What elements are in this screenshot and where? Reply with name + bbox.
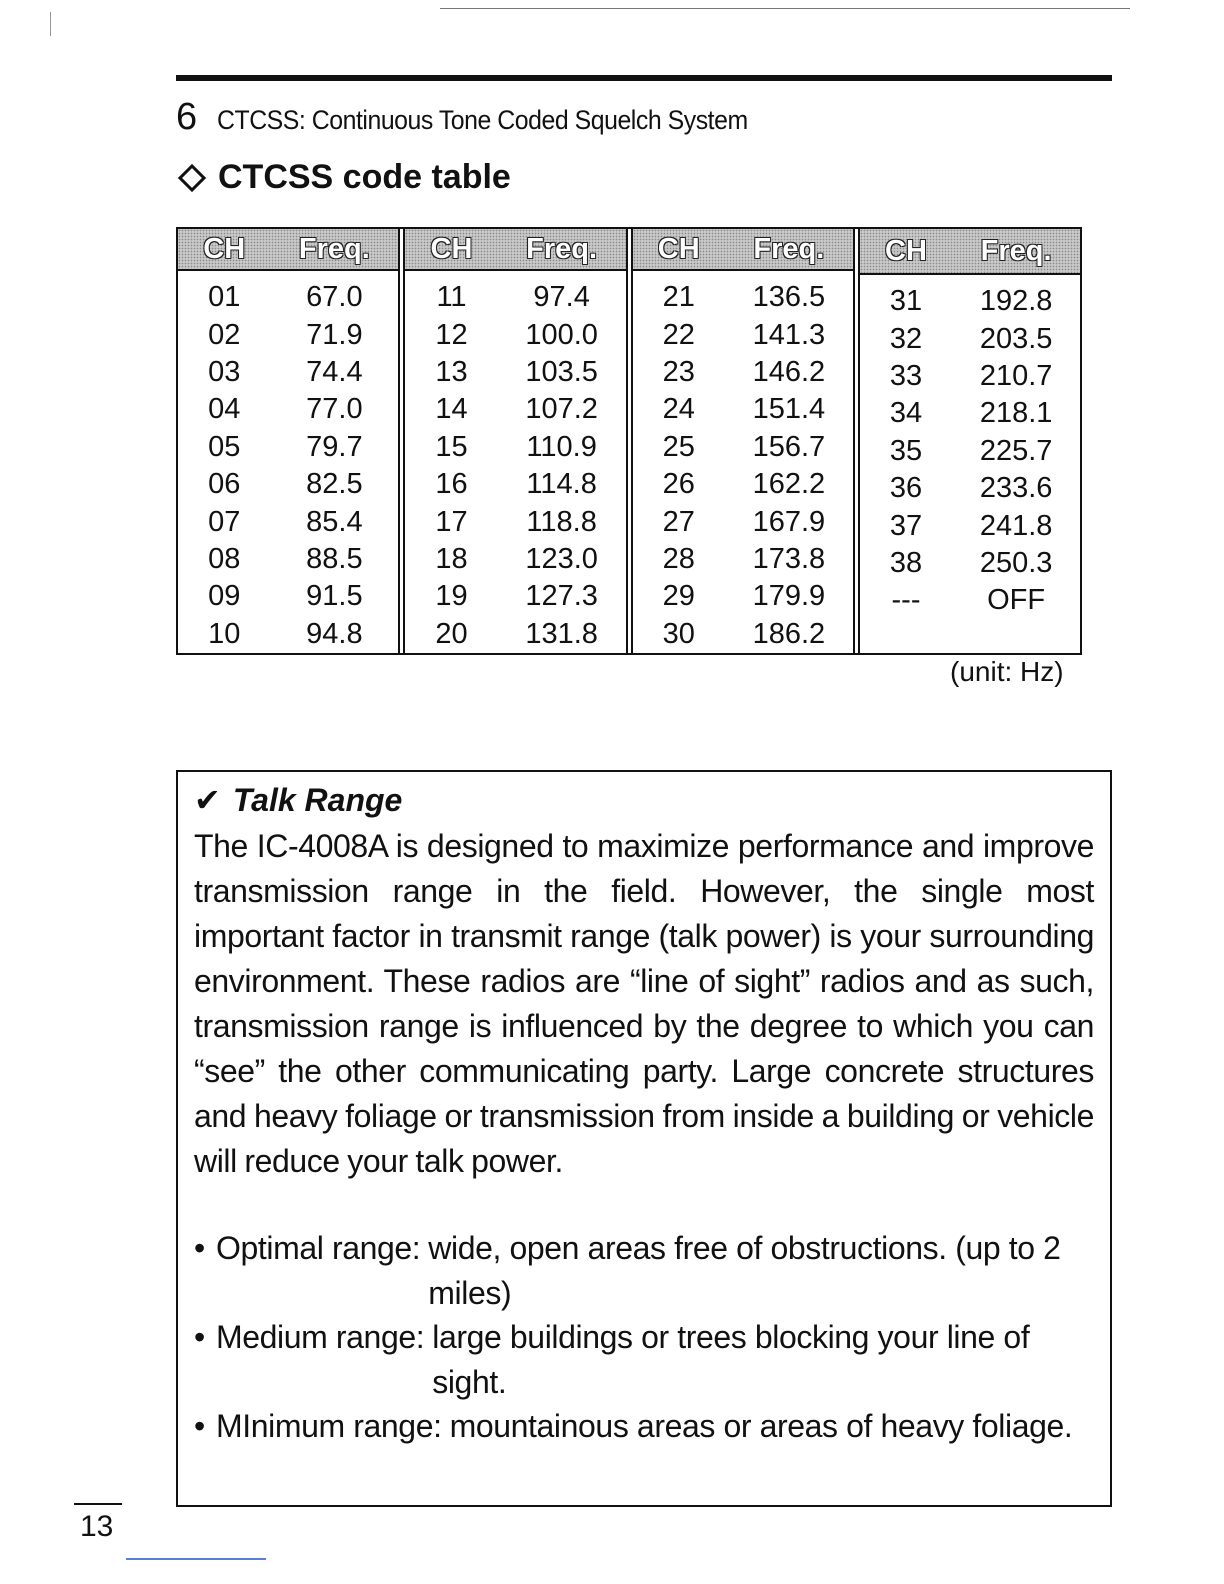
channel-cell: --- — [891, 584, 921, 617]
table-row — [633, 391, 853, 428]
channel-cell: 05 — [208, 430, 241, 463]
frequency-cell: 167.9 — [752, 505, 826, 538]
top-thin-rule — [440, 8, 1130, 9]
table-row — [178, 466, 398, 503]
table-header-row — [860, 229, 1080, 275]
table-row — [860, 283, 1080, 320]
frequency-cell: 107.2 — [525, 393, 598, 426]
page-number-rule — [74, 1503, 122, 1505]
frequency-cell: 103.5 — [525, 356, 598, 389]
channel-cell: 36 — [889, 472, 923, 505]
section-number: 6 — [176, 96, 198, 138]
frequency-cell: 233.6 — [979, 472, 1053, 505]
section-header — [176, 98, 794, 136]
table-row — [633, 541, 853, 578]
frequency-cell: 192.8 — [979, 285, 1053, 318]
section-rule — [176, 75, 1112, 81]
bottom-mark — [126, 1558, 266, 1560]
table-row — [405, 578, 625, 615]
range-description: mountainous areas or areas of heavy foliage. — [449, 1408, 1073, 1444]
header-freq: Freq. — [980, 234, 1052, 267]
header-ch: CH — [885, 234, 927, 267]
table-column-group — [398, 229, 625, 653]
channel-cell: 28 — [662, 543, 695, 576]
channel-cell: 38 — [889, 546, 923, 579]
channel-cell: 11 — [436, 281, 467, 314]
table-column-group — [178, 229, 398, 653]
table-row — [178, 354, 398, 391]
table-row — [633, 354, 853, 391]
channel-cell: 08 — [208, 543, 241, 576]
channel-cell: 06 — [208, 468, 241, 501]
header-ch: CH — [430, 232, 473, 265]
table-row — [860, 470, 1080, 507]
channel-cell: 27 — [662, 505, 695, 538]
channel-cell: 24 — [662, 393, 695, 426]
channel-cell: 12 — [435, 318, 468, 351]
channel-cell: 35 — [889, 434, 923, 467]
header-freq: Freq. — [753, 232, 825, 265]
table-heading — [176, 158, 511, 197]
channel-cell: 10 — [208, 617, 241, 650]
frequency-cell: 225.7 — [979, 434, 1053, 467]
channel-cell: 01 — [208, 281, 241, 314]
frequency-cell: 250.3 — [979, 546, 1053, 579]
frequency-cell: 173.8 — [752, 543, 826, 576]
frequency-cell: 85.4 — [306, 505, 363, 538]
range-description: wide, open areas free of obstructions. (up to 2 miles) — [428, 1230, 1061, 1311]
talk-range-box — [176, 770, 1112, 1507]
table-row — [633, 503, 853, 540]
frequency-cell: 179.9 — [752, 580, 826, 613]
channel-cell: 20 — [435, 617, 468, 650]
frequency-cell: 77.0 — [306, 393, 363, 426]
talk-range-title-text: Talk Range — [232, 781, 403, 818]
frequency-cell: 114.8 — [526, 468, 597, 501]
range-list — [194, 1226, 1094, 1449]
table-row — [405, 503, 625, 540]
table-row — [178, 541, 398, 578]
range-label: Optimal range: — [216, 1230, 421, 1266]
frequency-cell: 100.0 — [525, 318, 598, 351]
channel-cell: 33 — [889, 359, 923, 392]
range-description: large buildings or trees blocking your line of sight. — [432, 1319, 1030, 1400]
table-header-row — [405, 229, 625, 271]
frequency-cell: 141.3 — [752, 318, 826, 351]
margin-tick — [50, 12, 51, 36]
table-row — [405, 466, 625, 503]
channel-cell: 21 — [662, 281, 695, 314]
channel-cell: 30 — [662, 617, 695, 650]
bullet-icon: • — [194, 1230, 205, 1266]
table-column-group — [626, 229, 853, 653]
table-row — [633, 466, 853, 503]
frequency-cell: 82.5 — [306, 468, 363, 501]
section-title: CTCSS: Continuous Tone Coded Squelch System — [217, 105, 748, 135]
table-row — [405, 354, 625, 391]
talk-range-body: The IC-4008A is designed to maximize performance and improve transmission range in the field. However, the single most important factor in transmit range (talk power) is your surrounding environment. These radios are “line of sight” radios and as such, transmission range is influenced by the degree to which you can “see” the other communicating party. Large concrete structures and heavy foliage or transmission from inside a building or vehicle will reduce your talk power. — [194, 828, 1094, 1179]
table-row — [860, 582, 1080, 619]
unit-note: (unit: Hz) — [950, 656, 1064, 687]
range-item — [194, 1404, 1094, 1449]
table-row — [860, 320, 1080, 357]
frequency-cell: 131.8 — [525, 617, 598, 650]
table-row — [633, 316, 853, 353]
page-number: 13 — [80, 1510, 114, 1543]
bullet-icon: • — [194, 1408, 205, 1444]
table-row — [178, 316, 398, 353]
channel-cell: 25 — [662, 430, 695, 463]
channel-cell: 32 — [889, 322, 923, 355]
frequency-cell: OFF — [987, 584, 1046, 617]
table-header-row — [178, 229, 398, 271]
frequency-cell: 79.7 — [306, 430, 363, 463]
table-row — [178, 578, 398, 615]
table-row — [178, 616, 398, 653]
table-row — [405, 316, 625, 353]
frequency-cell: 136.5 — [752, 281, 826, 314]
table-row — [633, 578, 853, 615]
channel-cell: 03 — [208, 356, 241, 389]
range-item — [194, 1226, 1094, 1315]
frequency-cell: 151.4 — [752, 393, 826, 426]
frequency-cell: 88.5 — [306, 543, 363, 576]
table-row — [860, 358, 1080, 395]
channel-cell: 18 — [435, 543, 468, 576]
header-freq: Freq. — [298, 232, 370, 265]
channel-cell: 37 — [889, 509, 923, 542]
frequency-cell: 162.2 — [752, 468, 826, 501]
bullet-icon: • — [194, 1319, 205, 1355]
channel-cell: 15 — [435, 430, 468, 463]
channel-cell: 29 — [662, 580, 695, 613]
frequency-cell: 210.7 — [979, 359, 1053, 392]
talk-range-title — [194, 778, 1094, 822]
channel-cell: 23 — [662, 356, 695, 389]
table-row — [860, 545, 1080, 582]
channel-cell: 09 — [208, 580, 241, 613]
channel-cell: 17 — [435, 505, 468, 538]
table-row — [633, 429, 853, 466]
table-row — [633, 616, 853, 653]
table-row — [178, 391, 398, 428]
table-row — [405, 279, 625, 316]
table-header-row — [633, 229, 853, 271]
frequency-cell: 74.4 — [306, 356, 363, 389]
channel-cell: 04 — [208, 393, 241, 426]
table-row — [633, 279, 853, 316]
frequency-cell: 123.0 — [525, 543, 598, 576]
frequency-cell: 110.9 — [526, 430, 597, 463]
frequency-cell: 156.7 — [752, 430, 826, 463]
table-row — [178, 503, 398, 540]
table-row — [178, 279, 398, 316]
channel-cell: 02 — [208, 318, 241, 351]
channel-cell: 31 — [889, 285, 923, 318]
frequency-cell: 241.8 — [979, 509, 1053, 542]
table-row — [860, 395, 1080, 432]
frequency-cell: 146.2 — [752, 356, 826, 389]
channel-cell: 16 — [435, 468, 468, 501]
channel-cell: 22 — [662, 318, 695, 351]
frequency-cell: 97.4 — [533, 281, 590, 314]
channel-cell: 14 — [435, 393, 468, 426]
table-column-group — [853, 229, 1080, 653]
table-row — [405, 429, 625, 466]
range-label: MInimum range: — [216, 1408, 442, 1444]
frequency-cell: 94.8 — [306, 617, 363, 650]
table-row — [405, 391, 625, 428]
frequency-cell: 67.0 — [306, 281, 363, 314]
frequency-cell: 186.2 — [752, 617, 826, 650]
table-row — [405, 616, 625, 653]
channel-cell: 34 — [889, 397, 923, 430]
channel-cell: 07 — [208, 505, 241, 538]
table-heading-text: CTCSS code table — [218, 158, 511, 196]
table-row — [860, 507, 1080, 544]
range-item — [194, 1315, 1094, 1404]
header-ch: CH — [657, 232, 700, 265]
table-row — [178, 429, 398, 466]
frequency-cell: 71.9 — [306, 318, 363, 351]
channel-cell: 13 — [435, 356, 468, 389]
range-label: Medium range: — [216, 1319, 425, 1355]
ctcss-code-table — [176, 227, 1082, 655]
frequency-cell: 218.1 — [979, 397, 1053, 430]
header-freq: Freq. — [526, 232, 598, 265]
frequency-cell: 91.5 — [306, 580, 363, 613]
channel-cell: 26 — [662, 468, 695, 501]
frequency-cell: 127.3 — [525, 580, 598, 613]
frequency-cell: 203.5 — [979, 322, 1053, 355]
table-row — [860, 433, 1080, 470]
header-ch: CH — [203, 232, 246, 265]
table-row — [405, 541, 625, 578]
check-icon: ✔ — [194, 782, 221, 818]
diamond-icon — [178, 163, 206, 191]
channel-cell: 19 — [435, 580, 468, 613]
frequency-cell: 118.8 — [526, 505, 597, 538]
